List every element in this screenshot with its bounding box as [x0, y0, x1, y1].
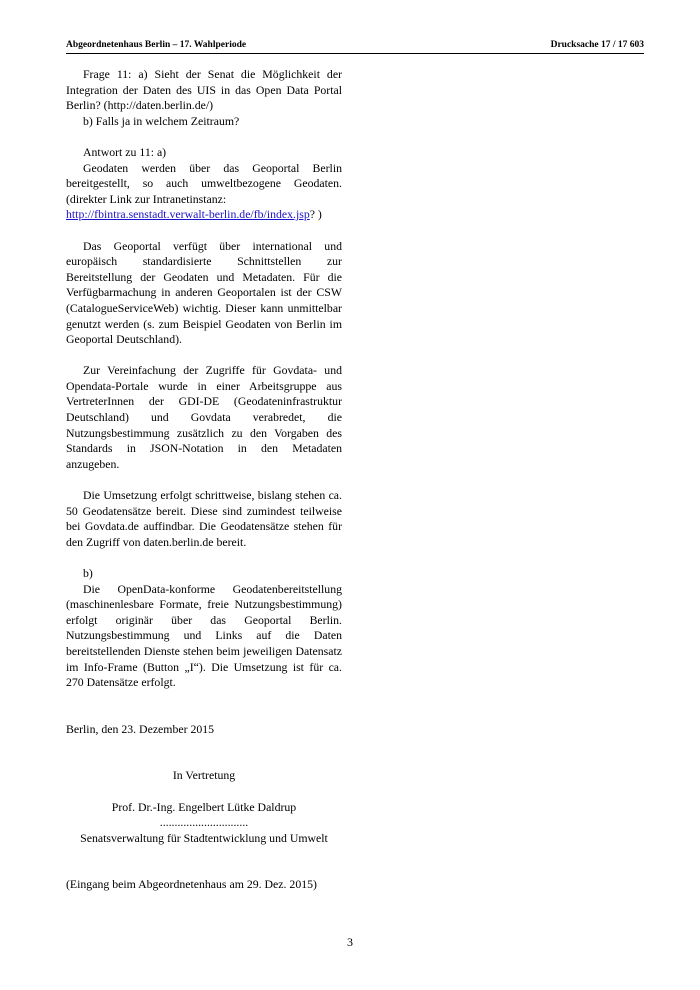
answer-11-title: Antwort zu 11: a): [83, 144, 167, 159]
signer-name: Prof. Dr.-Ing. Engelbert Lütke Daldrup: [111, 799, 297, 814]
document-body: [66, 67, 342, 893]
paragraph-opendata: Die OpenData-konforme Geodatenbereitstellung (maschinenlesbare Formate, freie Nutzungsbestimmung) erfolgt originär über das Geoportal Berlin. Nutzungsbestimmung und Links auf die Daten bereitstellenden Dienste stehen beim jeweiligen Datensatz im Info-Frame (Button „I“). Die Umsetzung ist für ca. 270 Datensätze erfolgt.: [66, 581, 342, 690]
question-11b: b) Falls ja in welchem Zeitraum?: [83, 113, 240, 128]
answer-11-paragraph: [66, 161, 342, 223]
date-line: Berlin, den 23. Dezember 2015: [66, 721, 215, 736]
page-number: 3: [347, 935, 353, 949]
header-left: Abgeordnetenhaus Berlin – 17. Wahlperiode: [66, 40, 247, 50]
receipt-note: (Eingang beim Abgeordnetenhaus am 29. Dez. 2015): [66, 877, 317, 892]
in-vertretung: In Vertretung: [172, 768, 236, 783]
paragraph-umsetzung: Die Umsetzung erfolgt schrittweise, bislang stehen ca. 50 Geodatensätze bereit. Diese sind zumindest teilweise bei Govdata.de auffindbar. Die Geodatensätze stehen für den Zugriff von daten.berlin.de bereit.: [66, 488, 342, 549]
header-right: Drucksache 17 / 17 603: [550, 40, 644, 50]
page-header: [66, 40, 644, 54]
answer-11-link-suffix: ? ): [309, 207, 322, 222]
intranet-link[interactable]: http://fbintra.senstadt.verwalt-berlin.de/fb/index.jsp: [66, 207, 310, 222]
paragraph-geoportal: Das Geoportal verfügt über international und europäisch standardisierte Schnittstellen zur Bereitstellung der Geodaten und Metadaten. Für die Verfügbarmachung in anderen Geoportalen ist der CSW (CatalogueServiceWeb) wichtig. Dieser kann unmittelbar genutzt werden (s. zum Beispiel Geodaten von Berlin im Geoportal Deutschland).: [66, 238, 342, 347]
answer-b-label: b): [83, 566, 93, 580]
paragraph-govdata: Zur Vereinfachung der Zugriffe für Govdata- und Opendata-Portale wurde in einer Arbeitsgruppe aus VertreterInnen der GDI-DE (Geodateninfrastruktur Deutschland) und Govdata verabredet, die Nutzungsbestimmung zusätzlich zu den Vorgaben des Standards in JSON-Notation in den Metadaten anzugeben.: [66, 363, 342, 471]
signature-dots: ..............................: [159, 815, 249, 830]
question-11a: Frage 11: a) Sieht der Senat die Möglichkeit der Integration der Daten des UIS in das Open Data Portal Berlin? (http://daten.berlin.de/): [66, 67, 342, 113]
answer-11-text: Geodaten werden über das Geoportal Berlin bereitgestellt, so auch umweltbezogene Geodaten. (direkter Link zur Intranetinstanz:: [66, 160, 342, 206]
department-name: Senatsverwaltung für Stadtentwicklung und Umwelt: [80, 830, 328, 845]
